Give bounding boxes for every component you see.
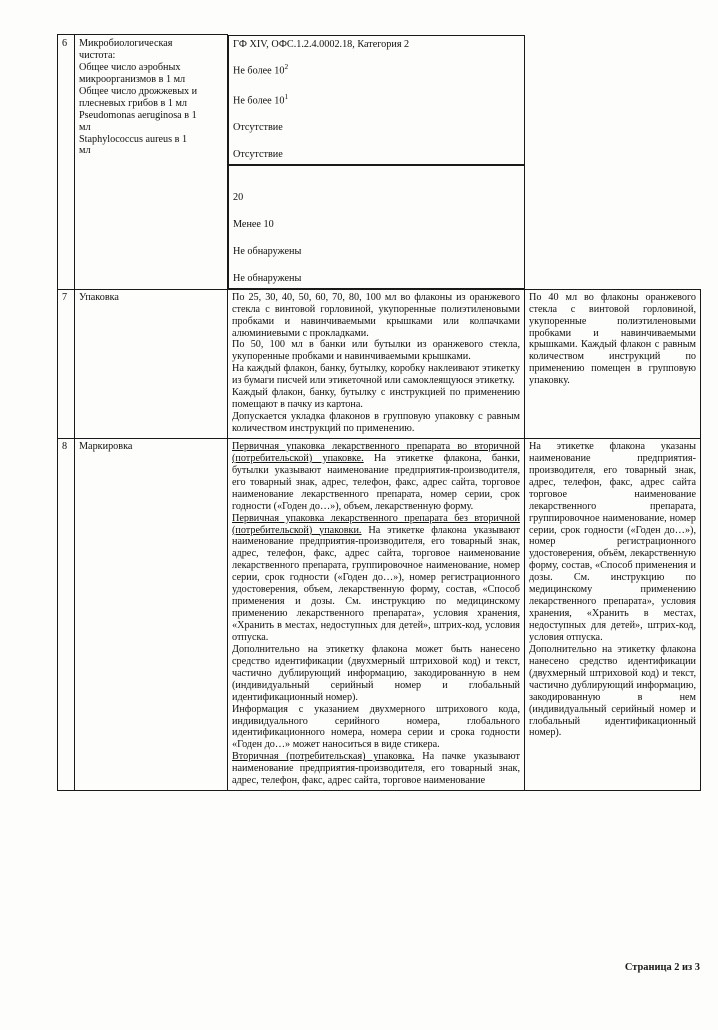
- requirement-paragraph: [232, 751, 520, 787]
- result-paragraph: На этикетке флакона указаны наименование предприятия-производителя, его товарный знак, адрес, телефон, факс, адрес сайта торговое наименование лекарственного препарата, группировочное наименование, номер серии, срок годности («Годен до…»), номер регистрационного удостоверения, объём, лекарственную форму, состав, «Способ применения и дозы. См. инструкцию по медицинскому применению лекарственного препарата», условия хранения, «Хранить в местах, недоступных для детей», штрих-код, условия отпуска.: [529, 440, 696, 643]
- paragraph-lead-underlined: Первичная упаковка лекарственного препарата во вторичной (потребительской) упаковке.: [232, 440, 520, 464]
- spacer: [233, 78, 520, 93]
- result-item: Менее 10: [233, 218, 274, 230]
- table-row: [58, 289, 701, 438]
- label-line: мл: [79, 145, 91, 157]
- row-result: [228, 165, 525, 289]
- row-result: [525, 289, 701, 438]
- table-row: [58, 35, 701, 290]
- requirement-paragraph: [232, 704, 520, 752]
- requirement-paragraph: [232, 513, 520, 644]
- requirement-item-text: Не более 10: [233, 65, 285, 77]
- requirement-header: ГФ XIV, ОФС.1.2.4.0002.18, Категория 2: [233, 38, 410, 50]
- result-item: Не обнаружены: [233, 245, 302, 257]
- row-requirement: [228, 35, 525, 165]
- spacer: [233, 50, 520, 63]
- table-row: [58, 438, 701, 790]
- row-label: Маркировка: [75, 438, 228, 790]
- requirement-item: [233, 93, 520, 107]
- spacer: [233, 258, 520, 273]
- paragraph-body: На этикетке флакона указывают наименование предприятия-производителя, его товарный знак, адрес, телефон, факс, адрес сайта, торговое наименование лекарственного препарата, группировочное наименование, номер серии, срок годности («Годен до…»), номер регистрационного удостоверения, объем, лекарственную форму, состав, «Способ применения и дозы. См. инструкцию по медицинскому применению лекарственного препарата», условия хранения, «Хранить в местах, недоступных для детей», штрих-код, условия отпуска.: [232, 524, 520, 643]
- label-line: мл: [79, 121, 91, 133]
- result-paragraph: По 40 мл во флаконы оранжевого стекла с винтовой горловиной, укупоренные полиэтиленовыми пробками и навинчиваемыми крышками. Каждый флакон с равным количеством инструкций по применению помещен в групповую упаковку.: [529, 291, 696, 387]
- requirement-item: Отсутствие: [233, 122, 283, 134]
- row-label: Упаковка: [75, 289, 228, 438]
- requirement-paragraph: По 50, 100 мл в банки или бутылки из оранжевого стекла, укупоренные пробками и навинчиваемыми крышками.: [232, 339, 520, 363]
- page-footer: Страница 2 из 3: [624, 962, 700, 973]
- paragraph-body: Информация с указанием двухмерного штрихового кода, индивидуального серийного номера, глобального идентификационного номера, номера серии и срока годности «Годен до…» может наноситься в виде стикера.: [232, 703, 520, 751]
- paragraph-lead-underlined: Вторичная (потребительская) упаковка.: [232, 751, 415, 763]
- label-line: Микробиологическая: [79, 38, 173, 49]
- paragraph-body: На пачке указывают наименование предприятия-производителя, его товарный знак, адрес, телефон, факс, адрес сайта, торговое наименование: [232, 751, 520, 787]
- label-line: микроорганизмов в 1 мл: [79, 73, 186, 85]
- row-number: 8: [58, 438, 75, 790]
- requirement-paragraph: [232, 644, 520, 704]
- row-number: 7: [58, 289, 75, 438]
- requirement-paragraph: [232, 441, 520, 513]
- label-line: плесневых грибов в 1 мл: [79, 97, 187, 109]
- requirement-item: Отсутствие: [233, 149, 283, 161]
- spacer: [233, 231, 520, 246]
- requirement-item: [233, 63, 520, 77]
- result-item: 20: [233, 191, 244, 203]
- paragraph-body: Дополнительно на этикетку флакона может быть нанесено средство идентификации (двухмерный штриховой код) и текст, частично дублирующий информацию, закодированную в нем (индивидуальный серийный номер и глобальный идентификационный номер).: [232, 643, 520, 703]
- result-paragraph: Дополнительно на этикетку флакона нанесено средство идентификации (двухмерный штриховой код) и текст, частично дублирующий информацию, закодированную в нем (индивидуальный серийный номер и глобальный идентификационный номер).: [529, 643, 696, 739]
- requirement-paragraph: Каждый флакон, банку, бутылку с инструкцией по применению помещают в пачку из картона.: [232, 387, 520, 411]
- requirement-item-exponent: 1: [284, 91, 289, 101]
- requirement-paragraph: На каждый флакон, банку, бутылку, коробку наклеивают этикетку из бумаги писчей или этикеточной или самоклеящуюся этикетку.: [232, 363, 520, 387]
- spacer: [233, 169, 520, 182]
- spacer: [233, 182, 520, 192]
- spacer: [233, 134, 520, 149]
- label-line: Общее число дрожжевых и: [79, 85, 198, 97]
- spacer: [233, 107, 520, 122]
- requirement-paragraph: Допускается укладка флаконов в групповую упаковку с равным количеством инструкций по применению.: [232, 411, 520, 435]
- row-requirement: [228, 289, 525, 438]
- result-item: Не обнаружены: [233, 272, 302, 284]
- label-line: чистота:: [79, 49, 116, 61]
- spacer: [233, 204, 520, 219]
- row-label: [75, 35, 228, 290]
- label-line: Pseudomonas aeruginosa в 1: [79, 109, 197, 121]
- label-line: Общее число аэробных: [79, 61, 181, 73]
- paragraph-body: На этикетке флакона, банки, бутылки указывают наименование предприятия-производителя, его товарный знак, адрес, телефон, факс, адрес сайта, торговое наименование лекарственного препарата, номер серии, срок годности («Годен до…»), объем, лекарственную форму.: [232, 452, 520, 512]
- requirement-item-exponent: 2: [284, 62, 289, 72]
- requirement-paragraph: По 25, 30, 40, 50, 60, 70, 80, 100 мл во флаконы из оранжевого стекла с винтовой горловиной, укупоренные полиэтиленовыми пробками и навинчиваемыми крышками или колпачками алюминиевыми с прокладками.: [232, 291, 520, 339]
- label-line: Staphylococcus aureus в 1: [79, 133, 188, 145]
- row-number: 6: [58, 35, 75, 290]
- row-result: [525, 438, 701, 790]
- row-requirement: [228, 438, 525, 790]
- requirement-item-text: Не более 10: [233, 95, 285, 107]
- specification-table: [57, 34, 701, 791]
- paragraph-lead-underlined: Первичная упаковка лекарственного препарата без вторичной (потребительской) упаковки.: [232, 512, 520, 536]
